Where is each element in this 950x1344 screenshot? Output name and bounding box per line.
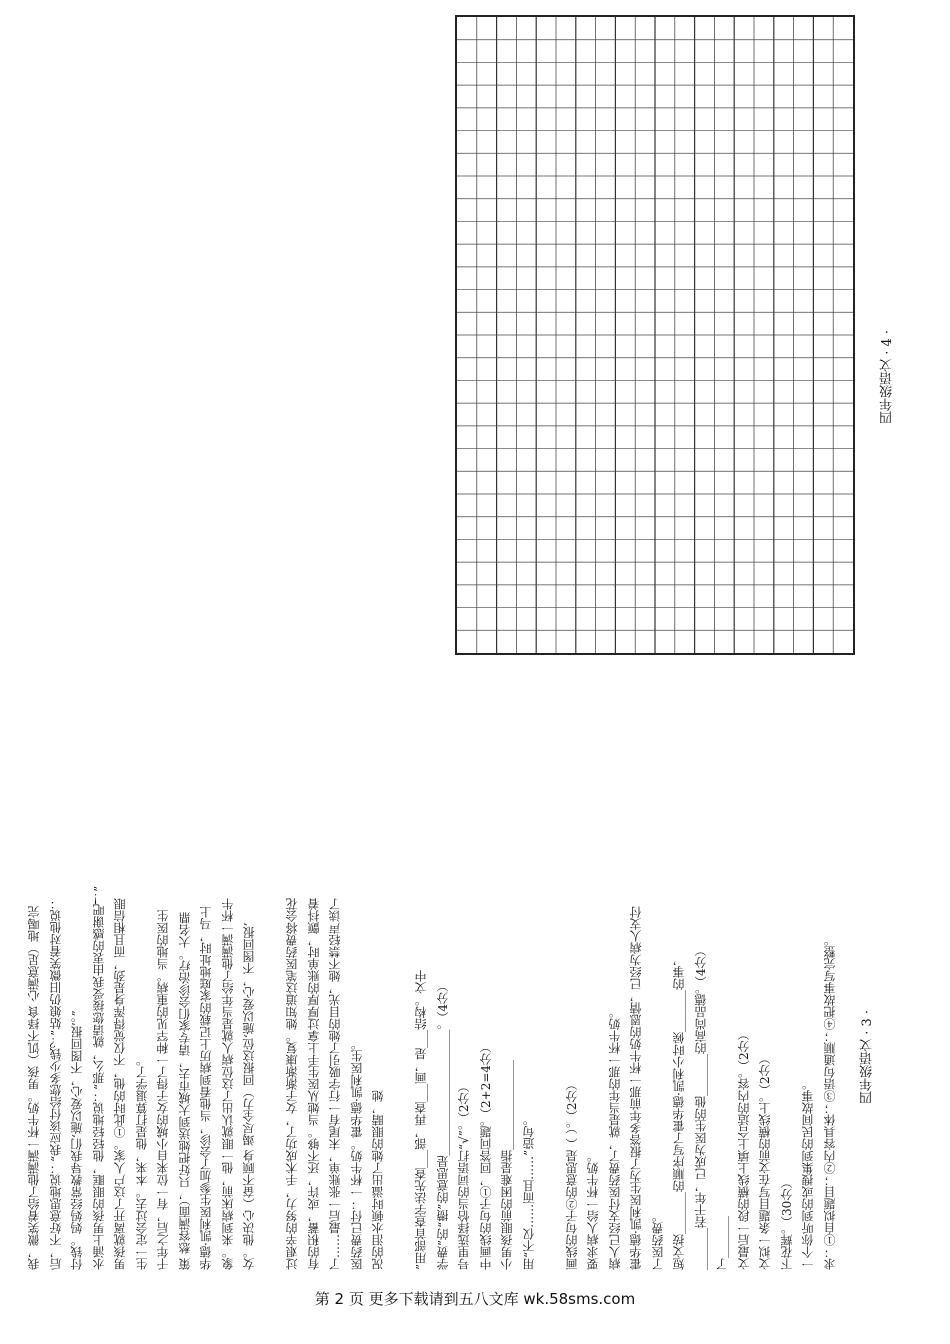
passage-line: 短文按_______的顺序写了霍华德·凯利小时候_______的事， [672,954,686,1270]
passage-line: 病人已经支付医药费了，就是当年的那一杯牛奶。 [607,1006,622,1270]
passage-line: 我，微笑着给了他满满一杯牛奶。男孩（饥不择食 心满意足）地喝完 [27,906,41,1270]
passage-line: 文最后一段的横线上填上合适的内容。（2分） [736,1028,751,1270]
passage-line: 学费”的“攒”的意思是_____________________。（4分） [435,979,450,1270]
passage-line: 一个你听到的或搜集到的民间故事。 [801,1078,815,1270]
composition-grid [455,15,855,655]
passage-line: 水涌上男孩的眼眶，他轻轻地说：“那么，就请您接受我由衷的感谢吧！” [91,885,106,1270]
passage-line: 画线的句子②的意思是（ ）。（2分） [564,1078,579,1270]
composition-grid-lines [457,17,853,653]
passage-line: 小男孩眼前的困难是指_______________ [500,1060,514,1270]
passage-line: 华德·凯利医生参加了会诊，当他看到病历上记载的家庭地址时，马上 [199,906,213,1270]
passage-line: 文拟一条题目写在文前的横线上。（2分） [758,1052,772,1270]
passage-line: 霍华德·凯利医生为了报答多年前那一杯牛奶的恩情，已经为病人支付 [629,906,643,1270]
passage-line: 医药费已付：一杯牛奶。霍华德·凯利医生。 [349,1038,364,1270]
right-page-number: 四年级语文 · 4 · [880,330,895,424]
passage-line: 千年之后，有一位来自小城的女子得了一种罕见的重病。当地的医生 [156,910,170,1270]
passage-line: 要求病人给一杯牛奶。 [586,1150,600,1270]
passage-line: 付钱。妈妈经常教导我们‘施以爱心，不图回报’。” [70,1010,84,1270]
passage-line: 女。他决心（奋不顾身 竭尽全力）回报这位‘施以爱心，不图回报’ [242,922,256,1270]
passage-line: 策 愁容满面），只好把她送到大城市去，请专家们会诊治疗。大名鼎 [177,912,192,1270]
passage-line: ”用部首查字法先查___部，再查___画，是___结构。文中 [414,969,428,1270]
passage-line: 有的积蓄，或许，还不够。当她从医生手上拿过厚厚的账单时，颤抖着 [306,898,321,1270]
passage-line: 用“不仅……而且……”造句。 [521,1113,536,1270]
download-footer: 第 2 页 更多下载请到五八文库 wk.58sms.com [314,1290,636,1308]
passage-line: 了医药费。 [650,1210,665,1270]
passage-line: _______若干年，已成为医生的他_______的高尚品德。（4分） [693,944,708,1270]
passage-line: 号里选择恰当的词语打“√”。（2分） [457,1080,471,1270]
passage-line: 了_______ [715,1216,729,1270]
left-page-number: 四年级语文 · 3 · [860,1010,875,1104]
passage-line: 中画线的句子①，回答问题。（2+2=4分） [478,1040,493,1270]
passage-line: 况的泪水顿时溢出了她的眼睛，她 [371,1090,385,1270]
passage-line: 求：①自拟题目；②内容具体；③语句通顺；④把故事写完整。 [822,934,837,1270]
passage-line: 下花辉。（30分） [779,1176,794,1270]
passage-line: 生一定会过去。本来，他是打算退学了。 [134,1054,149,1270]
passage-line: 过艰辛的努力，手术成功了，女子渐渐康复。她知道这笔医药费将会花 [285,898,299,1270]
passage-line: 象。来到病床前，他一眼就认出了这位病人就是当年给了他满满一杯牛 [220,898,235,1270]
passage-line: 了……最后一张账单，末尾有一行字吸引了她的目光，她不禁轻声读了 [328,898,342,1270]
passage-line: 后，不好意思地说：“我应该付给您多少钱？”姑娘仍旧微笑着对他说： [48,897,63,1270]
passage-line: 男孩就离开了这户人家。①此时的他，不仅觉得浑身是劲，而且相信眼 [113,898,127,1270]
